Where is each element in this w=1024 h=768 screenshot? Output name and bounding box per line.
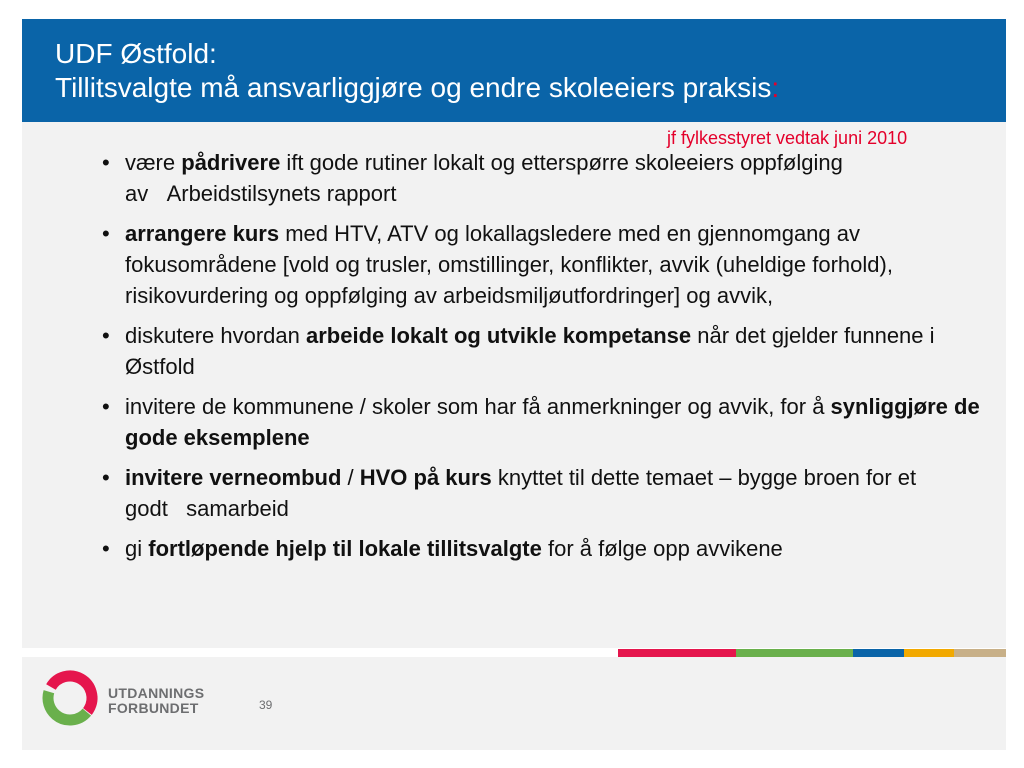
bullet-emphasis: pådrivere: [181, 150, 281, 175]
bullet-item: [102, 218, 987, 311]
bullet-text: gi: [125, 536, 149, 561]
stripe-segment-red: [618, 649, 736, 657]
bullet-text: ift gode rutiner lokalt og etterspørre skoleeiers oppfølging av Arbeidstilsynets rapport: [125, 150, 843, 206]
bullet-emphasis: arrangere kurs: [125, 221, 280, 246]
bullet-text: for å følge opp avvikene: [541, 536, 783, 561]
title-line-2-text: Tillitsvalgte må ansvarliggjøre og endre skoleeiers praksis: [55, 72, 772, 103]
slide-title: [55, 37, 779, 105]
reference-note: jf fylkesstyret vedtak juni 2010: [667, 128, 908, 148]
bullet-text: med HTV, ATV og lokallagsledere med en gjennomgang av fokusområdene [vold og trusler, omstillinger, konflikter, avvik (uheldige forhold), risikovurdering og oppfølging av arbeidsmiljøutfordringer] og avvik,: [125, 221, 893, 308]
utdanningsforbundet-logo-icon: [38, 666, 102, 730]
title-line-1: UDF Østfold:: [55, 38, 217, 69]
stripe-segment-blue: [853, 649, 904, 657]
bullet-text: når det gjelder funnene i Østfold: [125, 323, 935, 379]
bullet-item: [102, 533, 987, 564]
bullet-item: [102, 320, 987, 382]
bullet-text: invitere de kommunene / skoler som har få anmerkninger og avvik, for å: [125, 394, 831, 419]
logo-text-line-2: FORBUNDET: [108, 700, 199, 716]
bullet-emphasis: arbeide lokalt og utvikle kompetanse: [306, 323, 692, 348]
bullet-emphasis: invitere verneombud: [125, 465, 342, 490]
title-line-2: [55, 71, 779, 105]
bullet-text: /: [341, 465, 360, 490]
stripe-segment-green: [736, 649, 853, 657]
page-number: 39: [259, 698, 273, 712]
title-colon: :: [771, 72, 780, 103]
logo-text-line-1: UTDANNINGS: [108, 685, 205, 701]
title-bar: [22, 19, 1006, 122]
logo-wordmark: [108, 686, 204, 716]
bullet-text: knyttet til dette temaet – bygge broen for et godt samarbeid: [125, 465, 917, 521]
bullet-item: [102, 391, 987, 453]
bullet-text: diskutere hvordan: [125, 323, 306, 348]
stripe-segment-yellow: [904, 649, 954, 657]
bullet-list: [102, 147, 987, 573]
bullet-item: [102, 462, 987, 524]
bullet-text: være: [125, 150, 182, 175]
bullet-item: [102, 147, 987, 209]
stripe-segment-tan: [954, 649, 1006, 657]
bullet-emphasis: fortløpende hjelp til lokale tillitsvalgte: [148, 536, 542, 561]
bullet-emphasis: HVO på kurs: [359, 465, 492, 490]
bullet-emphasis: synliggjøre de gode eksemplene: [125, 394, 980, 450]
